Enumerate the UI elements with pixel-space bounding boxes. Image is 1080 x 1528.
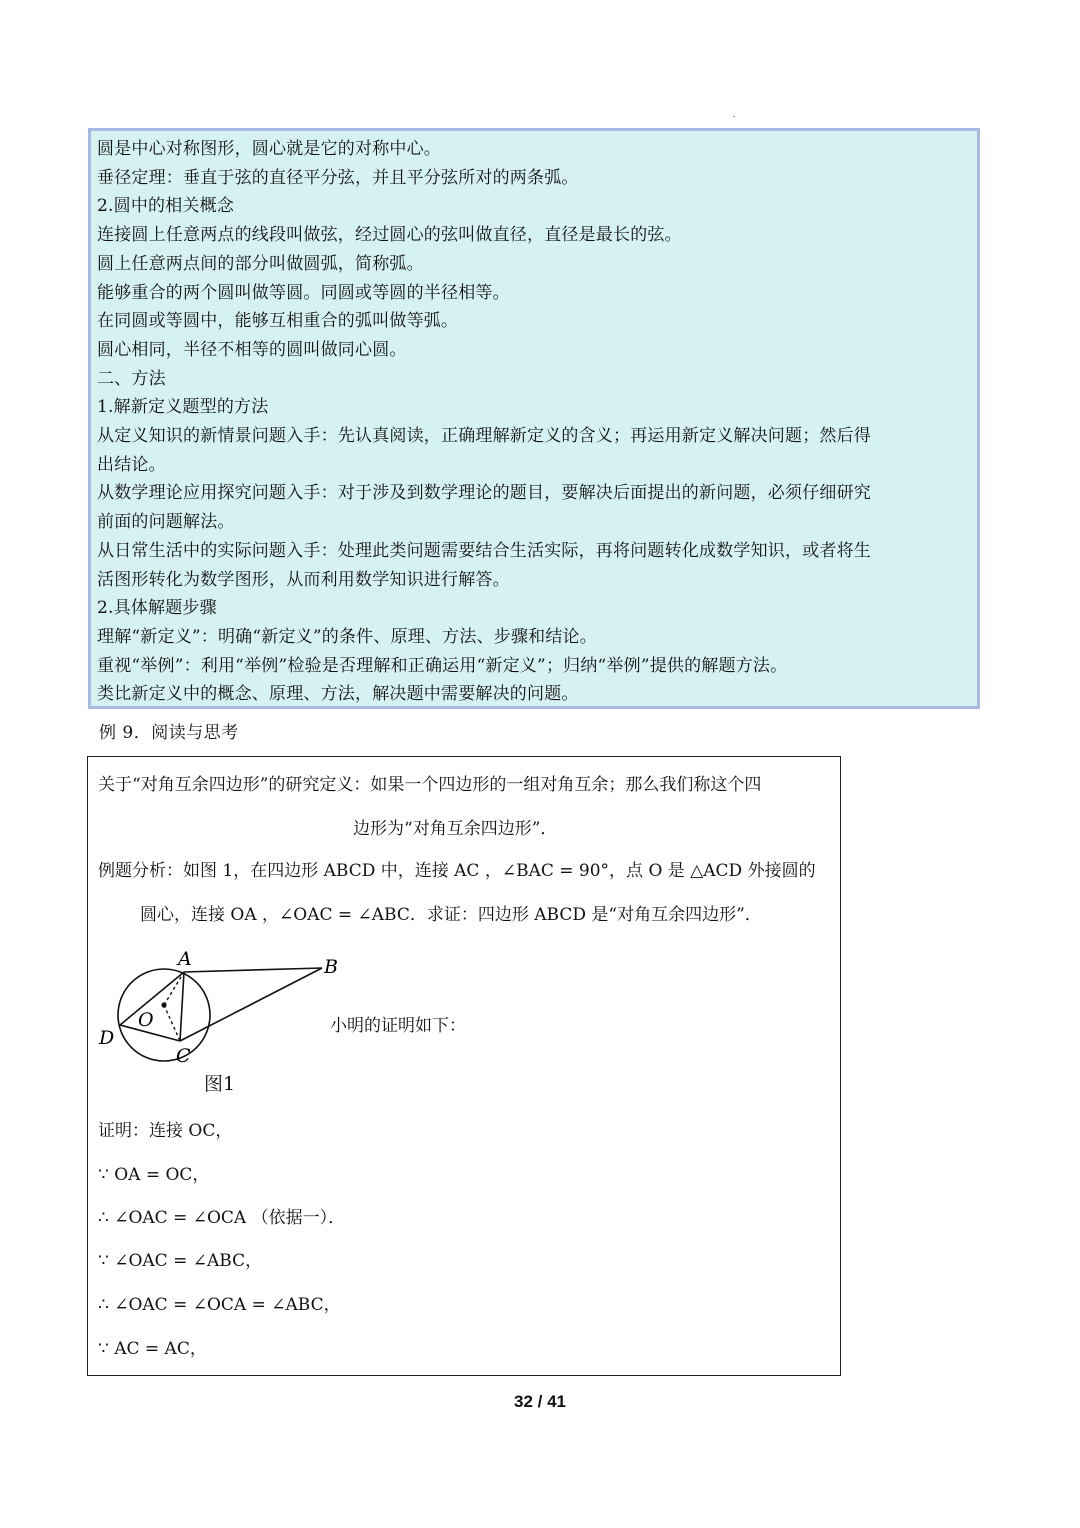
proof-intro: 小明的证明如下： — [330, 1016, 466, 1036]
knowledge-section-heading: 二、方法 — [97, 368, 166, 389]
proof-line: ∴ ∠OAC = ∠OCA = ∠ABC， — [98, 1295, 341, 1315]
label-d: D — [99, 1027, 115, 1049]
analysis-line-1: 例题分析：如图 1，在四边形 ABCD 中，连接 AC ，∠BAC = 90°，点 O 是 △ACD 外接圆的 — [98, 861, 816, 881]
knowledge-summary-box — [88, 128, 980, 709]
label-o: O — [138, 1009, 154, 1031]
proof-line: ∵ OA = OC， — [98, 1165, 210, 1185]
label-a: A — [178, 948, 192, 970]
proof-line: ∵ AC = AC， — [98, 1339, 207, 1359]
segment-ac — [180, 972, 184, 1041]
knowledge-line: 前面的问题解法。 — [97, 512, 235, 533]
knowledge-line: 能够重合的两个圆叫做等圆。同圆或等圆的半径相等。 — [97, 282, 510, 303]
knowledge-heading: 1.解新定义题型的方法 — [97, 397, 269, 418]
segment-oc-dashed — [164, 1005, 180, 1041]
definition-line-2: 边形为“对角互余四边形”． — [353, 819, 558, 839]
knowledge-heading: 2.具体解题步骤 — [97, 598, 217, 619]
center-point-o — [161, 1002, 166, 1007]
knowledge-line: 出结论。 — [97, 454, 166, 475]
knowledge-line: 垂径定理：垂直于弦的直径平分弦，并且平分弦所对的两条弧。 — [97, 167, 579, 188]
page-number: 32 / 41 — [514, 1392, 566, 1411]
knowledge-line: 连接圆上任意两点的线段叫做弦，经过圆心的弦叫做直径，直径是最长的弦。 — [97, 225, 682, 246]
label-b: B — [324, 956, 338, 978]
definition-line-1: 关于“对角互余四边形”的研究定义：如果一个四边形的一组对角互余；那么我们称这个四 — [98, 775, 762, 795]
knowledge-line: 圆是中心对称图形，圆心就是它的对称中心。 — [97, 139, 441, 159]
knowledge-line: 从数学理论应用探究问题入手：对于涉及到数学理论的题目，要解决后面提出的新问题，必须仔细研究 — [97, 483, 871, 504]
knowledge-line: 理解“新定义”：明确“新定义”的条件、原理、方法、步骤和结论。 — [97, 626, 597, 647]
segment-oa-dashed — [164, 972, 184, 1005]
figure-caption: 图1 — [204, 1073, 236, 1095]
proof-line: ∴ ∠OAC = ∠OCA （依据一）． — [98, 1208, 346, 1228]
proof-line: ∵ ∠OAC = ∠ABC， — [98, 1251, 263, 1271]
analysis-line-2: 圆心，连接 OA ，∠OAC = ∠ABC．求证：四边形 ABCD 是“对角互余四边形”． — [140, 905, 762, 925]
knowledge-line: 类比新定义中的概念、原理、方法，解决题中需要解决的问题。 — [97, 684, 579, 705]
knowledge-heading: 2.圆中的相关概念 — [97, 196, 235, 217]
example-title: 例 9．阅读与思考 — [99, 723, 239, 743]
segment-ab — [184, 968, 322, 972]
knowledge-line: 从日常生活中的实际问题入手：处理此类问题需要结合生活实际，再将问题转化成数学知识，或者将生 — [97, 540, 871, 561]
knowledge-line: 在同圆或等圆中，能够互相重合的弧叫做等弧。 — [97, 311, 459, 332]
knowledge-line: 活图形转化为数学图形，从而利用数学知识进行解答。 — [97, 569, 510, 590]
knowledge-line: 重视“举例”：利用“举例”检验是否理解和正确运用“新定义”；归纳“举例”提供的解题方法。 — [97, 655, 788, 676]
stray-mark — [733, 116, 735, 117]
proof-line: 证明：连接 OC， — [98, 1121, 233, 1141]
knowledge-line: 从定义知识的新情景问题入手：先认真阅读，正确理解新定义的含义；再运用新定义解决问题；然后得 — [97, 426, 871, 447]
knowledge-line: 圆心相同，半径不相等的圆叫做同心圆。 — [97, 339, 407, 360]
knowledge-line: 圆上任意两点间的部分叫做圆弧，简称弧。 — [97, 253, 424, 274]
label-c: C — [176, 1045, 191, 1067]
segment-bc — [180, 968, 322, 1041]
problem-box — [87, 756, 841, 1376]
